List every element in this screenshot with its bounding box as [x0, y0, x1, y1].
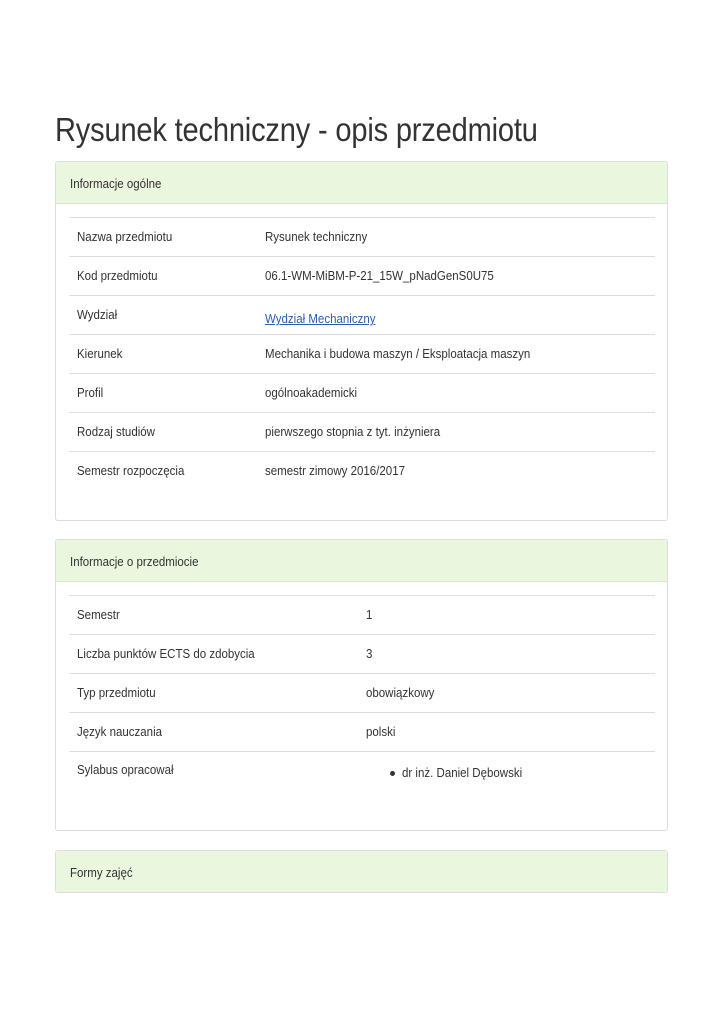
row-label: Kierunek [69, 335, 257, 374]
table-row [69, 296, 655, 335]
class-forms-panel [55, 850, 668, 893]
row-label: Profil [69, 374, 257, 413]
list-item: dr inż. Daniel Dębowski [390, 766, 647, 780]
page-title: Rysunek techniczny - opis przedmiotu [55, 111, 538, 148]
panel-heading: Informacje ogólne [56, 162, 667, 204]
row-label: Typ przedmiotu [69, 674, 358, 713]
panel-heading: Formy zajęć [56, 851, 667, 892]
row-value: pierwszego stopnia z tyt. inżyniera [257, 413, 655, 452]
row-value: 1 [358, 596, 655, 635]
table-row [69, 413, 655, 452]
row-value [257, 296, 655, 335]
faculty-link[interactable]: Wydział Mechaniczny [265, 312, 376, 326]
table-row [69, 674, 655, 713]
row-value: Mechanika i budowa maszyn / Eksploatacja maszyn [257, 335, 655, 374]
row-label: Sylabus opracował [69, 752, 358, 812]
row-value: semestr zimowy 2016/2017 [257, 452, 655, 491]
row-label: Język nauczania [69, 713, 358, 752]
subject-info-table [69, 595, 655, 812]
table-row [69, 218, 655, 257]
row-label: Kod przedmiotu [69, 257, 257, 296]
row-value: Rysunek techniczny [257, 218, 655, 257]
table-row [69, 596, 655, 635]
row-label: Rodzaj studiów [69, 413, 257, 452]
row-label: Semestr [69, 596, 358, 635]
row-label: Wydział [69, 296, 257, 335]
row-value: polski [358, 713, 655, 752]
row-label: Nazwa przedmiotu [69, 218, 257, 257]
row-value: 3 [358, 635, 655, 674]
row-value: obowiązkowy [358, 674, 655, 713]
row-value [358, 752, 655, 812]
author-list [366, 763, 647, 780]
row-value: 06.1-WM-MiBM-P-21_15W_pNadGenS0U75 [257, 257, 655, 296]
row-value: ogólnoakademicki [257, 374, 655, 413]
table-row [69, 752, 655, 812]
general-info-table [69, 217, 655, 490]
table-row [69, 374, 655, 413]
row-label: Liczba punktów ECTS do zdobycia [69, 635, 358, 674]
table-row [69, 635, 655, 674]
table-row [69, 713, 655, 752]
table-row [69, 452, 655, 491]
panel-heading: Informacje o przedmiocie [56, 540, 667, 582]
table-row [69, 257, 655, 296]
row-label: Semestr rozpoczęcia [69, 452, 257, 491]
subject-info-panel [55, 539, 668, 831]
general-info-panel [55, 161, 668, 521]
table-row [69, 335, 655, 374]
